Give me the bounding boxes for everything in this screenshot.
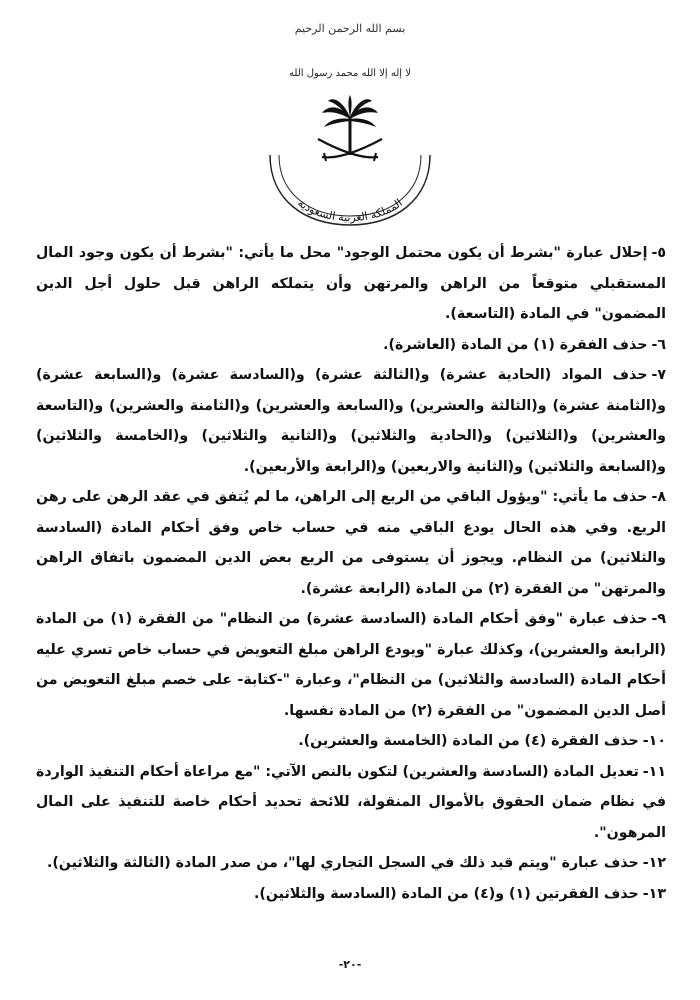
clause-text: حذف عبارة "وفق أحكام المادة (السادسة عشرة) من النظام" من الفقرة (١) من المادة (الرابعة والعشرين)، وكذلك عبارة "ويودع الراهن مبلغ التعويض في حساب خاص تسري عليه أحكام المادة (السادسة والثلاثين) من النظام"، وعبارة "-كتابة- على خصم مبلغ التعويض من أصل الدين المضمون" من الفقرة (٢) من المادة نفسها. [36,611,666,719]
clause-11 [36,757,666,849]
svg-text:المملكة العربية السعودية [295,196,405,224]
clause-6 [36,330,666,361]
clause-number: ١٢- [642,855,666,871]
clause-number: ٩- [651,611,666,627]
shahada-calligraphy: لا إله إلا الله محمد رسول الله [289,68,411,79]
clause-12 [36,848,666,879]
clause-text: حذف عبارة "ويتم قيد ذلك في السجل التجاري لها"، من صدر المادة (الثالثة والثلاثين). [46,855,639,871]
clause-text: حذف المواد (الحادية عشرة) و(الثالثة عشرة) و(السادسة عشرة) و(السابعة عشرة) و(الثامنة عشرة) و(الثالثة والعشرين) و(السابعة والعشرين) و(الثامنة والعشرين) و(التاسعة والعشرين) و(الثلاثين) و(الحادية والثلاثين) و(الثانية والثلاثين) و(الخامسة والثلاثين) و(السابعة والثلاثين) و(الثانية والاربعين) و(الرابعة والأربعين). [36,367,666,475]
clause-number: ١٠- [642,733,666,749]
clause-number: ٦- [651,336,666,353]
amendments-list [36,238,666,909]
bismillah-heading: بسم الله الرحمن الرحيم [294,22,406,35]
letterhead [0,0,700,240]
page-number: -٢٠- [338,958,362,971]
clause-number: ٧- [651,367,666,383]
clause-text: حذف الفقرة (٤) من المادة (الخامسة والعشرين). [298,733,639,749]
clause-8 [36,482,666,604]
clause-number: ٥- [651,245,666,261]
clause-text: حذف الفقرتين (١) و(٤) من المادة (السادسة والثلاثين). [254,885,639,902]
clause-5 [36,238,666,330]
clause-text: حذف الفقرة (١) من المادة (العاشرة). [383,336,648,353]
clause-number: ١١- [642,763,666,780]
emblem-arc-text: المملكة العربية السعودية [295,196,405,225]
clause-text: إحلال عبارة "بشرط أن يكون محتمل الوجود" محل ما يأتي: "بشرط أن يكون وجود المال المستقبلي متوقعاً من الراهن والمرتهن وأن يتملكه الراهن قبل حلول أجل الدين المضمون" في المادة (التاسعة). [36,245,666,322]
kingdom-seal-arc [265,150,435,230]
clause-number: ٨- [651,489,666,505]
clause-text: حذف ما يأتي: "ويؤول الباقي من الريع إلى الراهن، ما لم يُتفق في عقد الرهن على رهن الريع. وفي هذه الحال يودع الباقي منه في حساب خاص وفق أحكام المادة (السادسة والثلاثين) من النظام. ويجوز أن يستوفى من الريع بعض الدين المضمون باتفاق الراهن والمرتهن" من الفقرة (٢) من المادة (الرابعة عشرة). [36,489,666,597]
clause-9 [36,604,666,726]
clause-7 [36,360,666,482]
clause-10 [36,726,666,757]
clause-text: تعديل المادة (السادسة والعشرين) لتكون بالنص الآتي: "مع مراعاة أحكام التنفيذ الواردة في نظام ضمان الحقوق بالأموال المنقولة، للائحة تحديد أحكام خاصة للتنفيذ على المال المرهون". [36,763,666,841]
clause-number: ١٣- [642,885,666,902]
clause-13 [36,879,666,910]
